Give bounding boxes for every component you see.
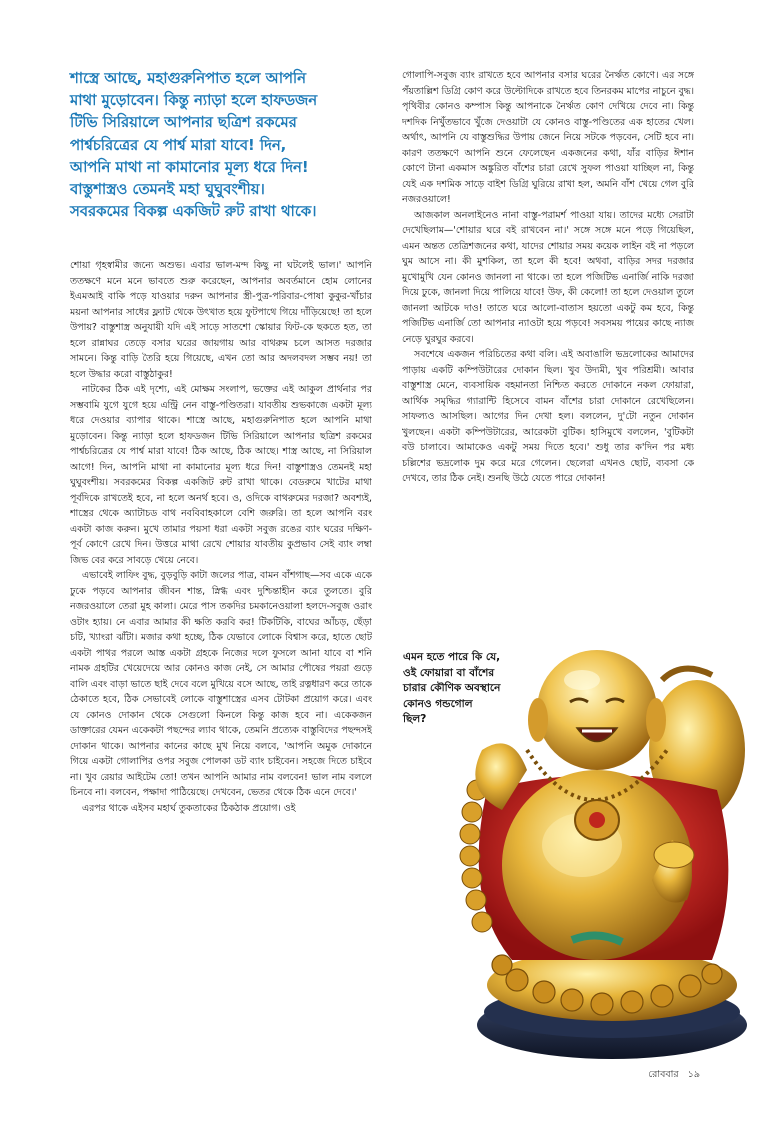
pull-quote-line: বাস্তুশাস্ত্রও তেমনই মহা ঘুঘুবংশীয়।: [70, 181, 265, 199]
body-paragraph: শোয়া গৃহস্বামীর জন্যে অশুভ। এবার ভাল-মন্দ কিছু না ঘটলেই ভাল।' আপনি ততক্ষণে মনে মনে ভাবতে শুরু করেছেন, আপনার অবর্তমানে হোম লোনের ইএমআই বাকি পড়ে যাওয়ার দরুন আপনার স্ত্রী-পুত্র-পরিবার-পোষা কুকুর-খাঁচার ময়না আপনার সাধের ফ্ল্যাট থেকে উৎখাত হয়ে ফুটপাথে গিয়ে দাঁড়িয়েছে! তা হলে উপায়? বাস্তুশাস্ত্র অনুযায়ী যদি এই সাড়ে সাতশো স্কোয়ার ফিট-কে ছকতে হত, তা হলে রান্নাঘর তেড়ে বসার ঘরের জায়গায় আর বাথরুম চলে আসত দরজার সামনে। কিন্তু বাড়ি তৈরি হয়ে গিয়েছে, এখন তো আর অদলবদল সম্ভব নয়! তা হলে উদ্ধার করো বাস্তুঠাকুর!: [70, 260, 372, 380]
body-paragraph: সবশেষে একজন পরিচিতের কথা বলি। এই অবাঙালি ভদ্রলোকের আমাদের পাড়ায় একটি কম্পিউটারের দোকান ছিল। খুব উদ্যমী, খুব পরিশ্রমী। আবার বাস্তুশাস্ত্র মেনে, ব্যবসায়িক বহমানতা নিশ্চিত করতে দোকানে নকল ফোয়ারা, আর্থিক সমৃদ্ধির গ্যারান্টি হিসেবে বামন বাঁশের চারা দোকানে রেখেছিলেন। সাফল্যও আসছিল। আগের দিন দেখা হল। বললেন, দু'টো নতুন দোকান খুলছেন। একটা কম্পিউটারের, আরেকটা বুটিক। হাসিমুখে বললেন, 'বুটিকটা বউ চালাবে। আমাকেও একটু সময় দিতে হবে।' শুধু তার ক'দিন পর মধ্য চল্লিশের ভদ্রলোক দুম করে মরে গেলেন। ছেলেরা এখনও ছোট, ব্যবসা কে দেখবে, তার ঠিক নেই। শুনছি উঠে যেতে পারে দোকান!: [402, 349, 694, 484]
magazine-name: রোববার: [648, 1069, 679, 1080]
inset-quote-line: চারার কৌণিক অবস্থানে: [403, 682, 501, 694]
page-footer: [642, 1068, 700, 1083]
pull-quote-line: সবরকমের বিকল্প একজিট রুট রাখা থাকে।: [70, 203, 317, 221]
inset-quote: [403, 650, 517, 728]
inset-quote-line: ওই ফোয়ারা বা বাঁশের: [403, 666, 495, 679]
inset-quote-line: কোনও গন্ডগোল: [403, 697, 473, 710]
pull-quote-line: টিভি সিরিয়ালে আপনার ছত্রিশ রকমের: [70, 114, 297, 132]
pull-quote-line: পার্শ্বচরিত্রের যে পার্শ্ব মারা যাবে! দিন,: [70, 136, 287, 154]
left-body-column: [70, 258, 372, 1058]
right-column-text: [402, 68, 694, 643]
body-paragraph: আজকাল অনলাইনেও নানা বাস্তু-পরামর্শ পাওয়া যায়। তাদের মধ্যে সেরাটা দেখেছিলাম—'শোয়ার ঘরে বই রাখবেন না।' সঙ্গে সঙ্গে মনে পড়ে গিয়েছিল, এমন অন্তত তেত্রিশজনের কথা, যাদের শোয়ার সময় কয়েক লাইন বই না পড়লে ঘুম আসে না। কী মুশকিল, তা হলে কী হবে! অথবা, বাড়ির সদর দরজার মুখোমুখি যেন কোনও জানলা না থাকে। তা হলে পজিটিভ এনার্জি নাকি দরজা দিয়ে ঢুকে, জানলা দিয়ে পালিয়ে যাবে! উফ, কী কেলো! তা হলে দেওয়াল তুলে জানলা আটকে দাও! তাতে ঘরে আলো-বাতাস হয়তো একটু কম হবে, কিন্তু পজিটিভ এনার্জি তো আপনার ন্যাওটা হয়ে পড়বে! সবসময় পায়ের কাছে ন্যাজ নেড়ে ঘুরঘুর করবে।: [402, 209, 694, 345]
right-body-column: [402, 68, 694, 643]
body-paragraph: নাটকের ঠিক এই দৃশ্যে, এই মোক্ষম সংলাপ, ভক্তের এই আকুল প্রার্থনার পর সম্ভবামি যুগে যুগে হয়ে এন্ট্রি নেন বাস্তু-পণ্ডিতরা। যাবতীয় শুভকাজে একটা মূল্য ধরে দেওয়ার ব্যাপার থাকে। শাস্ত্রে আছে, মহাগুরুনিপাত হলে আপনি মাথা মুড়োবেন। কিন্তু ন্যাড়া হলে হাফডজন টিভি সিরিয়ালে আপনার ছত্রিশ রকমের পার্শ্বচরিত্রের যে পার্শ্ব মারা যাবে! ঠিক আছে, ঠিক আছে। শাস্ত্র আছে, না সিরিয়াল আগে! দিন, আপনি মাথা না কামানোর মূল্য ধরে দিন! বাস্তুশাস্ত্রও তেমনই মহা ঘুঘুবংশীয়। সবরকমের বিকল্প একজিট রুট রাখা থাকে। বেডরুমে খাটের মাথা পূর্বদিকে রাখতেই হবে, না হলে অনর্থ হবে। ও, ওদিকে বাথরুমের দরজা? অবশ্যই, শাস্ত্রের থেকে অ্যাটাচড বাথ নববিবাহকালে বেশি জরুরি। তা হলে আপনি বরং একটা কাজ করুন। মুখে তামার পয়সা ধরা একটা সবুজ রঙের ব্যাং ঘরের দক্ষিণ-পূর্ব কোণে রেখে দিন। উত্তরে মাথা রেখে শোয়ার যাবতীয় কুপ্রভাব সেই ব্যাং লম্বা জিভ বের করে সাবড়ে খেয়ে নেবে।: [70, 384, 372, 566]
body-paragraph: এভাবেই লাফিং বুদ্ধ, বুড়বুড়ি কাটা জলের পাত্র, বামন বাঁশগাছ—সব একে একে ঢুকে পড়বে আপনার জীবন শান্ত, স্নিগ্ধ এবং দুশ্চিন্তাহীন করে তুলতে। বুরি নজরওয়ালে তেরা মুহ কালা। মেরে পাস তকদির চমকানেওয়ালা হলদে-সবুজ ওরাং ওটাং হ্যায়। নে এবার আমার কী ক্ষতি করবি কর! টিকটিকি, বাঘের আঁচড়, ছেঁড়া চটি, খ্যাংরা ঝাঁটা। মজার কথা হচ্ছে, ঠিক যেভাবে লোকে বিশ্বাস করে, হাতে ছোট একটা পাথর পরলে আস্ত একটা গ্রহকে নিজের দলে ফুসলে আনা যাবে বা শনি নামক গ্রহটির খেয়েদেয়ে আর কোনও কাজ নেই, সে আমার পৌষের পয়রা গুড়ে বালি এবং বাড়া ভাতে ছাই দেবে বলে মুখিয়ে বসে আছে, তাই রত্নধারণ করে তাকে ঠেকাতে হবে, ঠিক সেভাবেই লোকে বাস্তুশাস্ত্রের এসব টোটকা প্রয়োগ করে। এবং যে কোনও দোকান থেকে সেগুলো কিনলে কিন্তু কাজ হবে না। একেকজন ডাক্তারের যেমন একেকটা পছন্দের ল্যাব থাকে, তেমনি প্রত্যেক বাস্তুবিদের পছন্দসই দোকান থাকে। আপনার কানের কাছে মুখ নিয়ে বলবে, 'আপনি অমুক দোকানে গিয়ে একটা গোলাপির ওপর সবুজ পোলকা ডট ব্যাং চাইবেন। সহজে দিতে চাইবে না। খুব রেয়ার আইটেম তো! তখন আপনি আমার নাম বলবেন! ভাল নাম বললে চিনবে না। বলবেন, পক্ষাদা পাঠিয়েছে। দেখবেন, ভেতর থেকে ঠিক এনে দেবে।': [70, 570, 372, 798]
gold-ingot: [654, 842, 694, 868]
pull-quote-line: মাথা মুড়োবেন। কিন্তু ন্যাড়া হলে হাফডজন: [70, 92, 318, 110]
body-paragraph: এরপর থাকে এইসব মহার্ঘ তুকতাকের ঠিকঠাক প্রয়োগ। ওই: [82, 802, 296, 814]
pull-quote-line: শাস্ত্রে আছে, মহাগুরুনিপাত হলে আপনি: [70, 70, 306, 87]
inset-quote-line: এমন হতে পারে কি যে,: [403, 651, 501, 663]
pull-quote: [70, 68, 370, 223]
head: [537, 650, 657, 770]
body-paragraph: গোলাপি-সবুজ ব্যাং রাখতে হবে আপনার বসার ঘরের নৈর্ঋত কোণে। এর সঙ্গে পঁয়তাল্লিশ ডিগ্রি কোণ করে উল্টোদিকে রাখতে হবে তিনরকম মাপের নাচুনে বুদ্ধ। পৃথিবীর কোনও কম্পাস কিন্তু আপনাকে নৈর্ঋত কোণ দেখিয়ে দেবে না। কিন্তু দশদিক নিখুঁতভাবে খুঁজে দেওয়াটা যে কোনও বাস্তু-পণ্ডিতের এক হাতের খেল। অর্থাৎ, আপনি যে বাস্তুশুদ্ধির উপায় জেনে নিয়ে সটকে পড়বেন, সেটি হবে না। কারণ ততক্ষণে আপনি শুনে ফেলেছেন একজনের কথা, যাঁর বাড়ির ঈশান কোণে টানা একমাস অঙ্কুরিত বাঁশের চারা রেখে সুফল পাওয়া যাচ্ছিল না, কিন্তু যেই এক দশমিক সাড়ে বাইশ ডিগ্রি ঘুরিয়ে রাখা হল, অমনি বাঁশ খেয়ে গেল বুরি নজরওয়ালে!: [402, 70, 694, 205]
page-number: ১৯: [687, 1069, 700, 1080]
pull-quote-line: আপনি মাথা না কামানোর মূল্য ধরে দিন!: [70, 158, 309, 176]
inset-quote-line: ছিল?: [403, 713, 427, 725]
